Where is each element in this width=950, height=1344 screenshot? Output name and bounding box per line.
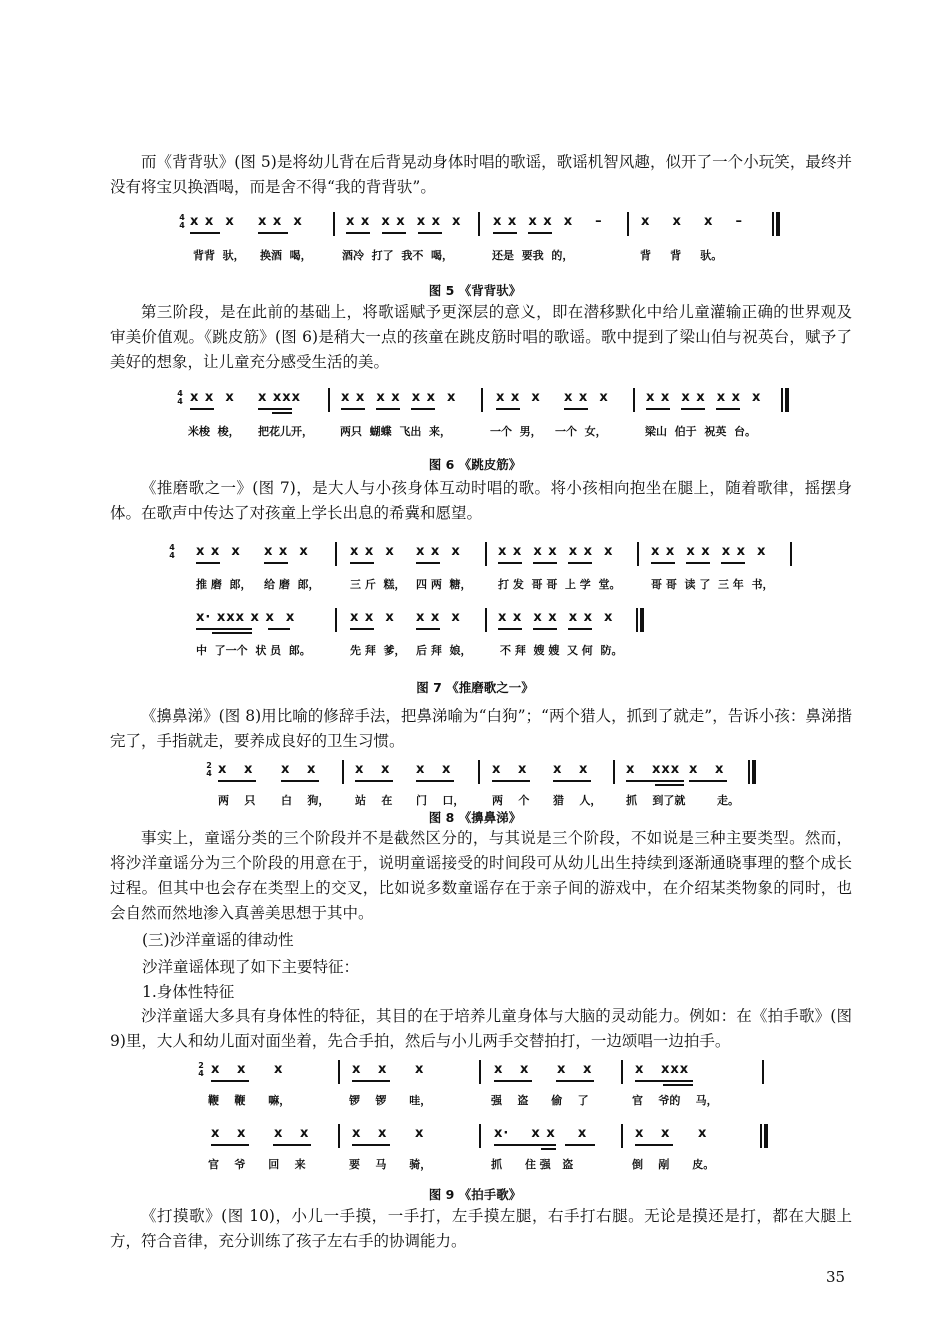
notes-m3: x x x x x x x bbox=[498, 544, 614, 559]
lyrics-5: 打 发 哥 哥 上 学 堂。 bbox=[498, 578, 621, 591]
lyrics-3: 三 斤 糕， bbox=[350, 578, 406, 591]
notes-m5: x· xxx x x x bbox=[196, 610, 296, 625]
notes-m6a: x x x bbox=[350, 610, 395, 625]
notes-m4: x x x – bbox=[641, 214, 743, 229]
sub-heading: 1.身体性特征 bbox=[142, 983, 235, 1001]
notes-m6: x x x bbox=[352, 1126, 425, 1141]
lyrics-6: 要 马 骑， bbox=[349, 1158, 432, 1171]
notes-m1b: x xxx bbox=[258, 390, 302, 405]
page-number: 35 bbox=[826, 1268, 846, 1286]
paragraph-5: 事实上，童谣分类的三个阶段并不是截然区分的，与其说是三个阶段，不如说是三种主要类型。然而，将沙洋童谣分为三个阶段的用意在于，说明童谣接受的时间段可从幼儿出生持续到逐渐通晓事理的整个成长过程。但其中也会存在类型上的交叉，比如说多数童谣存在于亲子间的游戏中，在介绍某类物象的同时，也会自然而然地渗入真善美思想于其中。 bbox=[110, 829, 852, 922]
notes-m2: x x x bbox=[352, 1062, 425, 1077]
notes-m1a: x x x bbox=[196, 544, 241, 559]
notes-m1a: x x x bbox=[190, 390, 235, 405]
time-signature: 4 4 bbox=[179, 213, 185, 230]
lyrics-7: 抓 住 强 盗 bbox=[491, 1158, 574, 1171]
notes-m4a: x xxx bbox=[626, 762, 681, 777]
notes-m6b: x x x bbox=[416, 610, 461, 625]
notes-m1b: x x x bbox=[258, 214, 303, 229]
paragraph-8: 《打摸歌》(图 10)，小儿一手摸，一手打，左手摸左腿，右手打右腿。无论是摸还是打，都在大腿上方，符合音律，充分训练了孩子左右手的协调能力。 bbox=[110, 1207, 852, 1250]
figure-6-caption: 图 6 《跳皮筋》 bbox=[428, 457, 522, 472]
lyrics-4: 门 口， bbox=[416, 794, 465, 807]
notes-m2b: x x bbox=[416, 762, 452, 777]
notes-m4: x xxx bbox=[635, 1062, 690, 1077]
lyrics-1: 鞭 鞭 嘛， bbox=[208, 1094, 291, 1107]
figure-8-score bbox=[205, 762, 765, 792]
notes-m7: x x x x x x x bbox=[498, 610, 614, 625]
lyrics-1: 背背 驮， bbox=[193, 249, 245, 262]
notes-m3a: x x x bbox=[496, 390, 541, 405]
lyrics-1: 两 只 bbox=[218, 794, 256, 807]
lyrics-4: 官 爷的 马， bbox=[632, 1094, 718, 1107]
lyrics-4: 四 两 糖， bbox=[416, 578, 472, 591]
lyrics-9: 后 拜 娘， bbox=[416, 644, 472, 657]
notes-m2: x x x x x x x bbox=[341, 390, 457, 405]
figure-7-caption: 图 7 《推磨歌之一》 bbox=[416, 680, 534, 695]
notes-m4b: x x bbox=[689, 762, 725, 777]
paragraph-2: 第三阶段，是在此前的基础上，将歌谣赋予更深层的意义，即在潜移默化中给儿童灌输正确的世界观及审美价值观。《跳皮筋》(图 6)是稍大一点的孩童在跳皮筋时唱的歌谣。歌中提到了梁山伯与祝英台，赋予了美好的想象，让儿童充分感受生活的美。 bbox=[110, 303, 852, 371]
notes-m4: x x x x x x x bbox=[646, 390, 762, 405]
paragraph-4: 《擤鼻涕》(图 8)用比喻的修辞手法，把鼻涕喻为“白狗”；“两个猎人，抓到了就走”，告诉小孩：鼻涕揩完了，手指就走，要养成良好的卫生习惯。 bbox=[110, 707, 852, 750]
notes-m1b: x x bbox=[281, 762, 317, 777]
lyrics-4: 一个 男， bbox=[490, 425, 542, 438]
figure-6-score bbox=[176, 390, 796, 420]
lyrics-8: 倒 剐 皮。 bbox=[632, 1158, 715, 1171]
lyrics-2: 白 狗， bbox=[281, 794, 330, 807]
figure-8-caption: 图 8 《擤鼻涕》 bbox=[428, 810, 522, 825]
lyrics-7: 中 了一个 状 员 郎。 bbox=[196, 644, 311, 657]
figure-9-score-row-1 bbox=[197, 1062, 777, 1092]
lyrics-2: 锣 锣 哇， bbox=[349, 1094, 432, 1107]
lyrics-5: 两 个 bbox=[492, 794, 530, 807]
lyrics-6: 梁山 伯于 祝英 台。 bbox=[645, 425, 756, 438]
final-barline bbox=[636, 608, 644, 632]
notes-m1b: x x x bbox=[264, 544, 309, 559]
notes-m3: x x x x bbox=[494, 1062, 593, 1077]
final-barline bbox=[748, 760, 756, 784]
notes-m1a: x x x bbox=[190, 214, 235, 229]
time-signature: 2 4 bbox=[206, 761, 212, 778]
section-heading: (三)沙洋童谣的律动性 bbox=[142, 931, 294, 949]
lyrics-10: 不 拜 嫂 嫂 又 何 防。 bbox=[500, 644, 623, 657]
lyrics-7: 抓 到了就 bbox=[626, 794, 686, 807]
lyrics-1: 推 磨 郎， bbox=[196, 578, 252, 591]
lyrics-6: 猎 人， bbox=[553, 794, 602, 807]
lyrics-4: 还是 要我 的， bbox=[492, 249, 574, 262]
lyrics-5: 一个 女， bbox=[555, 425, 607, 438]
notes-m2b: x x x bbox=[416, 544, 461, 559]
figure-5-score bbox=[178, 214, 798, 244]
lyrics-6: 哥 哥 读 了 三 年 书， bbox=[651, 578, 774, 591]
notes-m7: x· x x x bbox=[494, 1126, 588, 1141]
figure-9-score-row-2 bbox=[197, 1126, 777, 1156]
notes-m4: x x x x x x x bbox=[651, 544, 767, 559]
notes-m2a: x x bbox=[355, 762, 391, 777]
lyrics-5: 背 背 驮。 bbox=[640, 249, 723, 262]
notes-m2a: x x x bbox=[350, 544, 395, 559]
lyrics-3: 站 在 bbox=[355, 794, 393, 807]
lyrics-5: 官 爷 回 来 bbox=[208, 1158, 306, 1171]
notes-m1: x x x bbox=[211, 1062, 284, 1077]
lyrics-2: 换酒 喝， bbox=[260, 249, 312, 262]
notes-m3b: x x x bbox=[564, 390, 609, 405]
figure-9-caption: 图 9 《拍手歌》 bbox=[428, 1187, 522, 1202]
lyrics-2: 把花儿开， bbox=[258, 425, 313, 438]
final-barline bbox=[781, 388, 789, 412]
final-barline bbox=[760, 1124, 768, 1148]
notes-m5: x x x x bbox=[211, 1126, 310, 1141]
paragraph-3: 《推磨歌之一》(图 7)，是大人与小孩身体互动时唱的歌。将小孩相向抱坐在腿上，随着歌律，摇摆身体。在歌声中传达了对孩童上学长出息的希冀和愿望。 bbox=[110, 479, 852, 522]
lyrics-1: 米梭 梭， bbox=[188, 425, 240, 438]
paragraph-6: 沙洋童谣体现了如下主要特征： bbox=[142, 958, 360, 976]
notes-m3a: x x bbox=[492, 762, 528, 777]
lyrics-8: 先 拜 爹， bbox=[350, 644, 406, 657]
lyrics-3: 两只 蝴蝶 飞出 来， bbox=[340, 425, 451, 438]
lyrics-3: 酒冷 打了 我不 喝， bbox=[342, 249, 453, 262]
notes-m1a: x x bbox=[218, 762, 254, 777]
lyrics-3: 强 盗 偷 了 bbox=[491, 1094, 589, 1107]
figure-5-caption: 图 5 《背背驮》 bbox=[428, 283, 522, 298]
notes-m2: x x x x x x x bbox=[346, 214, 462, 229]
paragraph-1: 而《背背驮》(图 5)是将幼儿背在后背晃动身体时唱的歌谣，歌谣机智风趣，似开了一个小玩笑，最终并没有将宝贝换酒喝，而是舍不得“我的背背驮”。 bbox=[110, 153, 852, 196]
time-signature: 4 4 bbox=[177, 389, 183, 406]
notes-m3: x x x x x – bbox=[493, 214, 603, 229]
notes-m8: x x x bbox=[635, 1126, 708, 1141]
time-signature: 2 4 bbox=[198, 1061, 204, 1078]
time-signature: 4 4 bbox=[169, 543, 175, 560]
notes-m3b: x x bbox=[553, 762, 589, 777]
paragraph-7: 沙洋童谣大多具有身体性的特征，其目的在于培养儿童身体与大脑的灵动能力。例如：在《拍手歌》(图 9)里，大人和幼儿面对面坐着，先合手拍，然后与小儿两手交替拍打，一边颂唱一边拍手。 bbox=[110, 1007, 852, 1050]
figure-7-score-row-2 bbox=[168, 610, 808, 640]
lyrics-8: 走。 bbox=[717, 794, 739, 807]
figure-7-score-row-1 bbox=[168, 544, 808, 574]
lyrics-2: 给 磨 郎， bbox=[264, 578, 320, 591]
final-barline bbox=[772, 212, 780, 236]
